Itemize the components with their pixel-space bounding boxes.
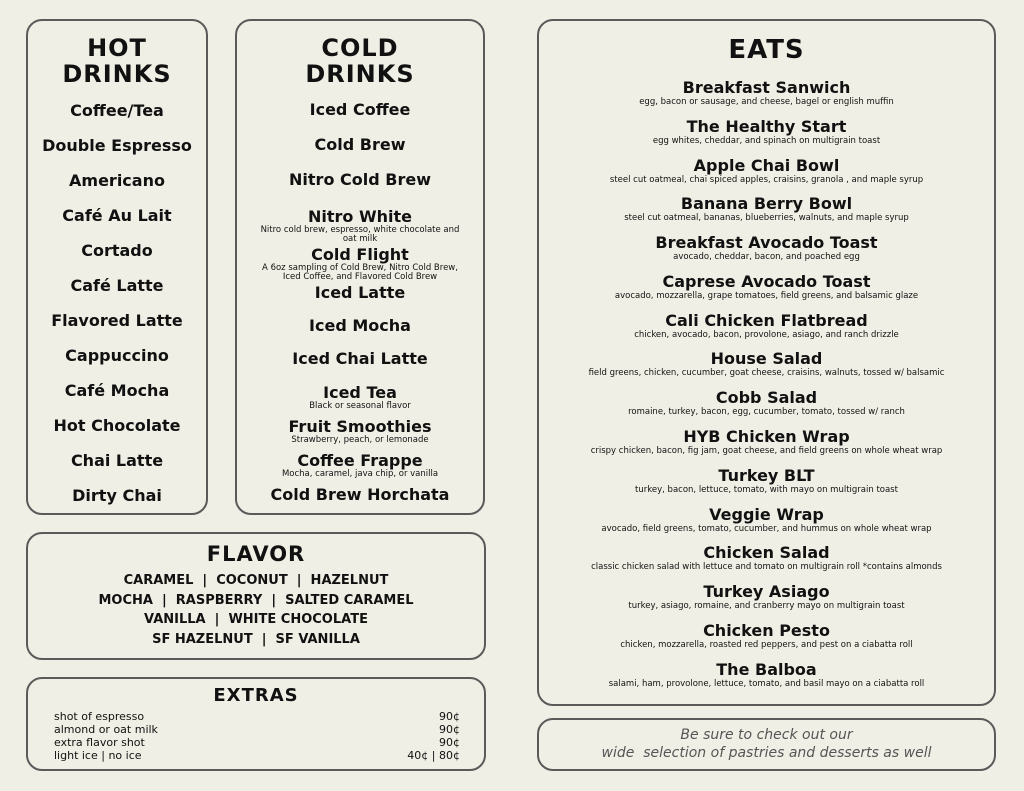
cold-drink-name: Fruit Smoothies xyxy=(288,417,432,436)
extras-panel xyxy=(26,677,486,771)
extra-price: 40¢ | 80¢ xyxy=(407,749,460,762)
hot-drink-item: Café Au Lait xyxy=(62,206,172,225)
extras-row xyxy=(54,723,460,736)
cold-drink-item xyxy=(237,486,483,504)
eats-item-name: The Balboa xyxy=(716,660,817,679)
cold-drink-desc: Black or seasonal flavor xyxy=(309,401,411,411)
extras-row xyxy=(54,710,460,723)
flavor-line: CARAMEL | COCONUT | HAZELNUT xyxy=(123,573,389,588)
extras-title: EXTRAS xyxy=(213,685,299,706)
eats-item xyxy=(539,311,994,340)
cold-drink-name: Nitro White xyxy=(308,207,412,226)
flavor-line: SF HAZELNUT | SF VANILLA xyxy=(152,631,360,647)
eats-item-name: Turkey BLT xyxy=(718,466,815,485)
eats-item xyxy=(539,78,994,107)
cold-drink-item xyxy=(237,317,483,335)
eats-item-desc: field greens, chicken, cucumber, goat cheese, craisins, walnuts, tossed w/ balsamic xyxy=(588,368,945,378)
cold-drink-item xyxy=(237,284,483,302)
eats-item-name: Caprese Avocado Toast xyxy=(662,272,871,291)
extra-name: almond or oat milk xyxy=(54,723,158,736)
eats-item xyxy=(539,272,994,301)
hot-title-line1: HOT xyxy=(87,34,147,62)
eats-item-name: Turkey Asiago xyxy=(703,582,830,601)
eats-item xyxy=(539,427,994,456)
flavor-line: VANILLA | WHITE CHOCOLATE xyxy=(144,612,368,627)
eats-item-desc: classic chicken salad with lettuce and tomato on multigrain roll *contains almonds xyxy=(591,562,942,572)
note-line2: wide selection of pastries and desserts as well xyxy=(601,745,932,761)
eats-item-desc: salami, ham, provolone, lettuce, tomato, and basil mayo on a ciabatta roll xyxy=(608,679,925,689)
eats-panel xyxy=(537,19,996,706)
extra-price: 90¢ xyxy=(439,736,460,749)
eats-item-desc: turkey, bacon, lettuce, tomato, with mayo on multigrain toast xyxy=(635,485,898,495)
cold-drink-name: Iced Latte xyxy=(314,283,406,302)
eats-item xyxy=(539,233,994,262)
flavor-list xyxy=(28,571,484,649)
eats-item-name: Banana Berry Bowl xyxy=(680,194,853,213)
cold-drink-desc: Mocha, caramel, java chip, or vanilla xyxy=(281,469,439,479)
cold-drink-name: Cold Flight xyxy=(311,245,409,264)
eats-item-name: Apple Chai Bowl xyxy=(693,156,840,175)
extra-price: 90¢ xyxy=(439,710,460,723)
cold-drink-item xyxy=(237,452,483,479)
eats-item xyxy=(539,582,994,611)
eats-item xyxy=(539,194,994,223)
hot-drink-item: Hot Chocolate xyxy=(53,416,181,435)
eats-item-name: The Healthy Start xyxy=(686,117,847,136)
eats-item-desc: avocado, field greens, tomato, cucumber, and hummus on whole wheat wrap xyxy=(601,524,932,534)
eats-item-name: Chicken Salad xyxy=(703,543,830,562)
eats-item-name: Breakfast Avocado Toast xyxy=(655,233,878,252)
hot-drink-item: Cortado xyxy=(81,241,153,260)
pastries-note-panel xyxy=(537,718,996,771)
eats-item xyxy=(539,349,994,378)
extra-name: shot of espresso xyxy=(54,710,145,723)
extras-table xyxy=(54,710,460,762)
cold-drink-name: Iced Chai Latte xyxy=(292,349,428,368)
eats-item-desc: chicken, mozzarella, roasted red peppers, and pest on a ciabatta roll xyxy=(620,640,913,650)
cold-drink-item xyxy=(237,171,483,189)
hot-drink-item: Dirty Chai xyxy=(72,486,162,505)
eats-item-name: Cobb Salad xyxy=(715,388,818,407)
hot-drink-item: Coffee/Tea xyxy=(70,101,164,120)
cold-drink-item xyxy=(237,418,483,445)
cold-drink-name: Nitro Cold Brew xyxy=(289,170,431,189)
cold-drink-item xyxy=(237,208,483,244)
cold-drinks-panel xyxy=(235,19,485,515)
eats-item xyxy=(539,543,994,572)
hot-drinks-title xyxy=(28,35,206,87)
hot-drinks-panel xyxy=(26,19,208,515)
cold-drink-name: Iced Coffee xyxy=(309,100,411,119)
cold-drink-name: Iced Tea xyxy=(323,383,397,402)
eats-item-name: Breakfast Sanwich xyxy=(682,78,851,97)
hot-drink-item: Double Espresso xyxy=(42,136,192,155)
extra-price: 90¢ xyxy=(439,723,460,736)
eats-item-desc: romaine, turkey, bacon, egg, cucumber, tomato, tossed w/ ranch xyxy=(628,407,905,417)
extras-row xyxy=(54,749,460,762)
eats-title: EATS xyxy=(728,35,805,65)
eats-item-name: Veggie Wrap xyxy=(709,505,824,524)
cold-drink-desc: A 6oz sampling of Cold Brew, Nitro Cold Brew, Iced Coffee, and Flavored Cold Brew xyxy=(262,263,458,282)
eats-item xyxy=(539,388,994,417)
cold-drink-name: Coffee Frappe xyxy=(297,451,423,470)
cold-drinks-title xyxy=(237,35,483,87)
extra-name: light ice | no ice xyxy=(54,749,142,762)
eats-item-desc: steel cut oatmeal, bananas, blueberries, walnuts, and maple syrup xyxy=(624,213,909,223)
hot-drink-item: Chai Latte xyxy=(70,451,164,470)
cold-drink-name: Cold Brew Horchata xyxy=(270,485,450,504)
extra-name: extra flavor shot xyxy=(54,736,145,749)
eats-item-desc: avocado, mozzarella, grape tomatoes, field greens, and balsamic glaze xyxy=(614,291,919,301)
eats-item-desc: turkey, asiago, romaine, and cranberry mayo on multigrain toast xyxy=(628,601,905,611)
cold-drink-item xyxy=(237,350,483,368)
eats-item-desc: egg whites, cheddar, and spinach on multigrain toast xyxy=(652,136,881,146)
cold-drink-desc: Nitro cold brew, espresso, white chocolate and oat milk xyxy=(260,225,460,244)
cold-drink-item xyxy=(237,384,483,411)
flavor-title: FLAVOR xyxy=(206,542,306,566)
eats-item xyxy=(539,466,994,495)
hot-drink-item: Cappuccino xyxy=(65,346,169,365)
hot-drink-item: Café Latte xyxy=(70,276,164,295)
hot-drink-item: Americano xyxy=(69,171,165,190)
eats-item-desc: chicken, avocado, bacon, provolone, asiago, and ranch drizzle xyxy=(634,330,899,340)
eats-item xyxy=(539,156,994,185)
cold-title-line1: COLD xyxy=(321,34,399,62)
hot-title-line2: DRINKS xyxy=(62,60,172,88)
cold-drink-name: Cold Brew xyxy=(314,135,406,154)
eats-item xyxy=(539,660,994,689)
eats-item-desc: egg, bacon or sausage, and cheese, bagel or english muffin xyxy=(639,97,894,107)
eats-item-name: Cali Chicken Flatbread xyxy=(665,311,868,330)
cold-drink-name: Iced Mocha xyxy=(309,316,411,335)
eats-item xyxy=(539,117,994,146)
cold-title-line2: DRINKS xyxy=(305,60,415,88)
eats-item-desc: crispy chicken, bacon, fig jam, goat cheese, and field greens on whole wheat wrap xyxy=(590,446,943,456)
extras-row xyxy=(54,736,460,749)
cold-drink-desc: Strawberry, peach, or lemonade xyxy=(291,435,429,445)
eats-item-desc: steel cut oatmeal, chai spiced apples, craisins, granola , and maple syrup xyxy=(609,175,924,185)
eats-item-name: HYB Chicken Wrap xyxy=(683,427,850,446)
eats-item xyxy=(539,505,994,534)
cold-drink-item xyxy=(237,246,483,282)
hot-drinks-list xyxy=(28,93,206,513)
eats-item-name: House Salad xyxy=(710,349,823,368)
hot-drink-item: Café Mocha xyxy=(64,381,170,400)
cold-drink-item xyxy=(237,136,483,154)
eats-item xyxy=(539,621,994,650)
eats-item-desc: avocado, cheddar, bacon, and poached egg xyxy=(673,252,860,262)
note-line1: Be sure to check out our xyxy=(680,727,853,743)
cold-drink-item xyxy=(237,101,483,119)
flavor-panel xyxy=(26,532,486,660)
hot-drink-item: Flavored Latte xyxy=(51,311,183,330)
flavor-line: MOCHA | RASPBERRY | SALTED CARAMEL xyxy=(98,592,414,608)
eats-item-name: Chicken Pesto xyxy=(703,621,830,640)
